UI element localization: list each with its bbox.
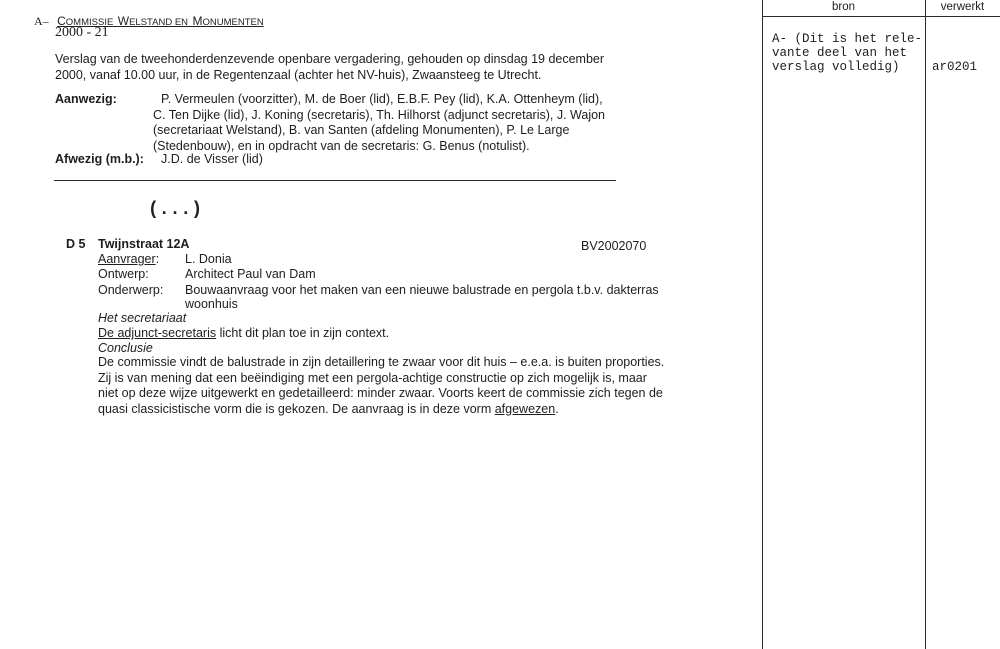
header-rule <box>762 16 1000 17</box>
source-note-line: A- (Dit is het rele- <box>772 32 923 46</box>
processed-code: ar0201 <box>932 60 978 74</box>
section-prefix: A– <box>34 14 49 28</box>
item-title: Twijnstraat 12A <box>98 237 190 251</box>
org-word: MONUMENTEN <box>192 14 264 28</box>
present-line: P. Vermeulen (voorzitter), M. de Boer (lid), E.B.F. Pey (lid), K.A. Ottenheym (lid), <box>161 92 603 106</box>
separator-line <box>54 180 616 181</box>
present-line: (Stedenbouw), en in opdracht van de secretaris: G. Benus (notulist). <box>153 138 530 153</box>
item-number: BV2002070 <box>581 239 647 253</box>
column-header-bron: bron <box>831 1 856 13</box>
subject-line: Bouwaanvraag voor het maken van een nieuwe balustrade en pergola t.b.v. dakterras <box>185 283 659 297</box>
absent-list: J.D. de Visser (lid) <box>161 152 263 166</box>
omission-marker: (...) <box>148 200 203 220</box>
column-header-verwerkt: verwerkt <box>940 1 985 13</box>
subject-label: Onderwerp: <box>98 283 164 297</box>
conclusion-line: Zij is van mening dat een beëindiging met een pergola-achtige constructie op zich mogelijk is, maar <box>98 370 647 385</box>
conclusion-heading: Conclusie <box>98 341 153 355</box>
applicant-label: Aanvrager: <box>98 252 160 266</box>
conclusion-line: De commissie vindt de balustrade in zijn detaillering te zwaar voor dit huis – e.e.a. is buiten proporties. <box>98 355 665 369</box>
present-label: Aanwezig: <box>55 92 117 106</box>
intro-line: Verslag van de tweehonderdenzevende openbare vergadering, gehouden op dinsdag 19 december <box>55 52 605 66</box>
org-word: WELSTAND EN <box>117 14 189 28</box>
item-code: D 5 <box>66 237 86 251</box>
subject-value <box>185 283 659 311</box>
intro-paragraph <box>55 51 604 83</box>
subject-line: woonhuis <box>185 297 238 311</box>
present-list <box>153 92 605 154</box>
secretariat-underlined: De adjunct-secretaris <box>98 326 217 340</box>
present-line: C. Ten Dijke (lid), J. Koning (secretaris), Th. Hilhorst (adjunct secretaris), J. Wajon <box>153 107 605 122</box>
present-line: (secretariaat Welstand), B. van Santen (afdeling Monumenten), P. Le Large <box>153 123 570 137</box>
applicant-value: L. Donia <box>185 252 232 266</box>
secretariat-text: De adjunct-secretaris licht dit plan toe in zijn context. <box>98 326 390 340</box>
conclusion-text <box>98 355 664 417</box>
conclusion-line: quasi classicistische vorm die is gekozen. De aanvraag is in deze vorm afgewezen. <box>98 401 559 416</box>
source-note <box>772 32 922 74</box>
absent-label: Afwezig (m.b.): <box>55 152 144 166</box>
column-divider-left <box>762 0 763 649</box>
conclusion-line: niet op deze wijze uitgewerkt en gedetailleerd: minder zwaar. Voorts keert de commissie zich tegen de <box>98 386 663 400</box>
org-word: COMMISSIE <box>57 14 114 28</box>
column-divider-right <box>925 0 926 649</box>
source-note-line: verslag volledig) <box>772 60 900 74</box>
meeting-number: 2000 - 21 <box>55 25 109 40</box>
secretariat-heading: Het secretariaat <box>98 311 187 325</box>
design-value: Architect Paul van Dam <box>185 267 316 281</box>
intro-line: 2000, vanaf 10.00 uur, in de Regentenzaal (achter het NV-huis), Zwaansteeg te Utrecht. <box>55 68 542 82</box>
source-note-line: vante deel van het <box>772 46 908 60</box>
verdict: afgewezen <box>494 401 556 416</box>
design-label: Ontwerp: <box>98 267 149 281</box>
